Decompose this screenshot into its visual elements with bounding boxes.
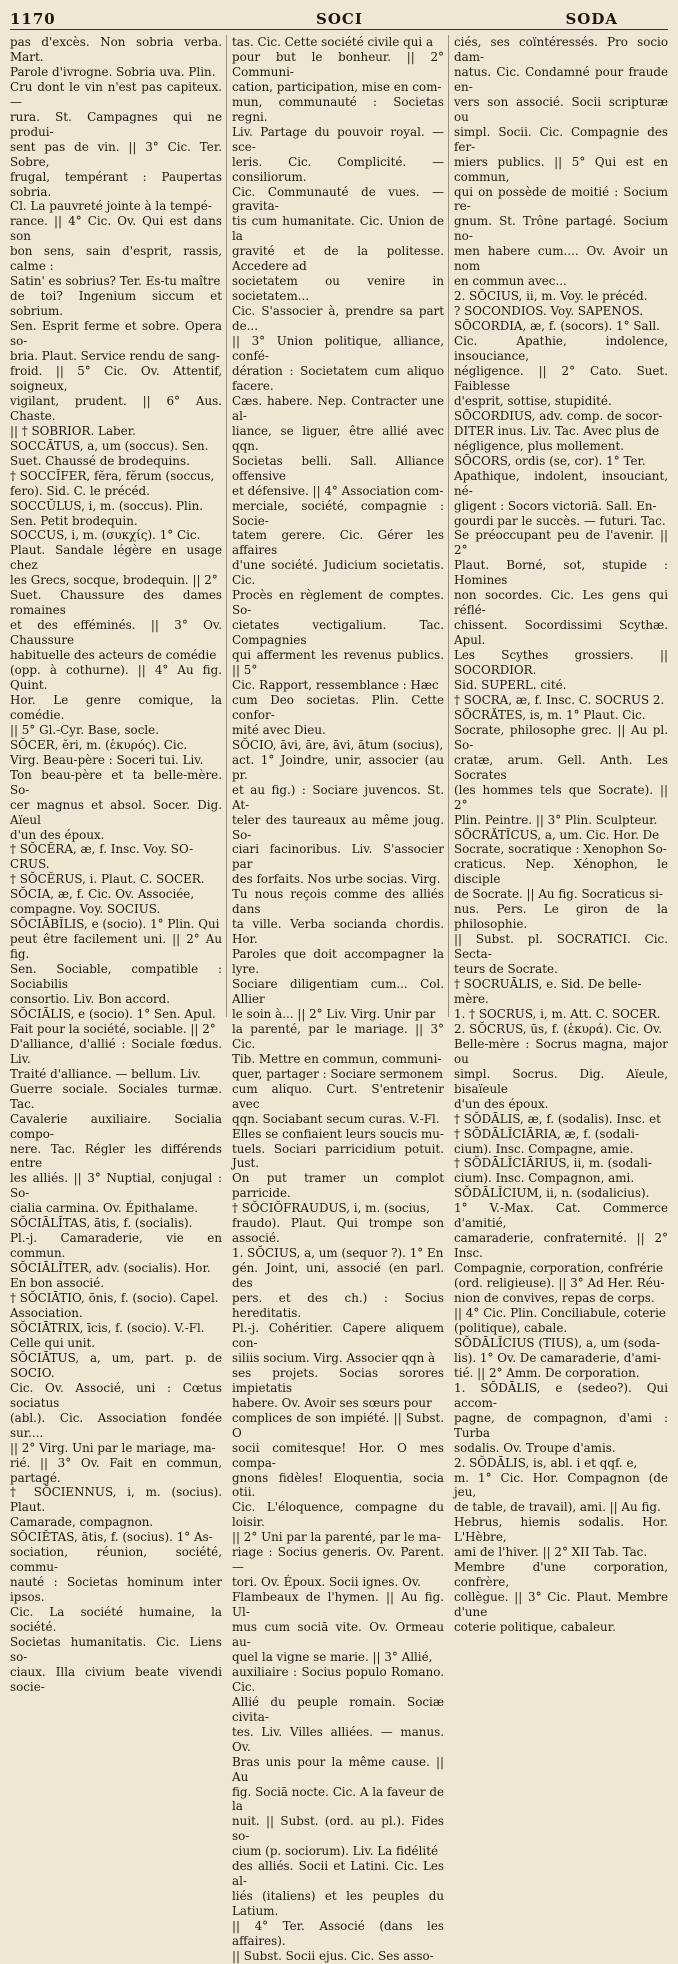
- column-left: [10, 35, 222, 1694]
- dictionary-line: cer magnus et absol. Socer. Dig. Aïeul: [10, 797, 222, 827]
- dictionary-line: Cæs. habere. Nep. Contracter une al-: [232, 393, 444, 423]
- dictionary-line: Cic. Ov. Associé, uni : Cœtus sociatus: [10, 1380, 222, 1410]
- dictionary-line: Hor. Le genre comique, la comédie.: [10, 692, 222, 722]
- page-number: 1170: [10, 10, 56, 28]
- dictionary-line: † SOCRA, æ, f. Insc. C. SOCRUS 2.: [454, 692, 665, 707]
- dictionary-line: fraudo). Plaut. Qui trompe son associé.: [232, 1216, 444, 1246]
- dictionary-line: Sociare diligentiam cum... Col. Allier: [232, 977, 444, 1006]
- dictionary-line: des forfaits. Nos urbe socias. Virg.: [232, 872, 441, 887]
- dictionary-line: Societas humanitatis. Cic. Liens so-: [10, 1634, 222, 1664]
- dictionary-line: Elles se confiaient leurs soucis mu-: [232, 1126, 444, 1141]
- dictionary-line: cium (p. sociorum). Liv. La fidélité: [232, 1844, 439, 1859]
- dictionary-line: Cic. Apathie, indolence, insouciance,: [454, 334, 668, 364]
- dictionary-line: quer, partager : Sociare sermonem: [232, 1066, 443, 1081]
- dictionary-line: SŎDĀLĬCIUM, ii, n. (sodalicius).: [454, 1186, 650, 1201]
- dictionary-line: pagne, de compagnon, d'ami : Turba: [454, 1410, 668, 1440]
- dictionary-line: SOCCĀTUS, a, um (soccus). Sen.: [10, 438, 209, 453]
- dictionary-line: 2. SŎCIUS, ii, m. Voy. le précéd.: [454, 289, 648, 304]
- dictionary-line: SŎCIĀTUS, a, um, part. p. de SOCIO.: [10, 1350, 222, 1380]
- dictionary-line: Suet. Chaussé de brodequins.: [10, 453, 190, 468]
- dictionary-line: Societas belli. Sall. Alliance offensive: [232, 453, 444, 483]
- dictionary-line: act. 1° Joindre, unir, associer (au pr.: [232, 752, 444, 782]
- dictionary-line: camaraderie, confraternité. || 2° Insc.: [454, 1231, 668, 1261]
- dictionary-line: || 4° Cic. Plin. Conciliabule, coterie: [454, 1306, 666, 1321]
- dictionary-line: tes. Liv. Villes alliées. — manus. Ov.: [232, 1724, 444, 1754]
- column-divider: [448, 35, 449, 1017]
- dictionary-line: collègue. || 3° Cic. Plaut. Membre d'une: [454, 1590, 668, 1620]
- dictionary-line: SŎCIĔTAS, ātis, f. (socius). 1° As-: [10, 1530, 213, 1545]
- dictionary-line: Cic. L'éloquence, compagne du loisir.: [232, 1500, 444, 1530]
- dictionary-line: 2. SŎDĀLIS, is, abl. i et qqf. e,: [454, 1455, 638, 1470]
- dictionary-line: Virg. Beau-père : Soceri tui. Liv.: [10, 752, 204, 767]
- column-right: [454, 35, 668, 1635]
- dictionary-line: pers. et des ch.) : Socius hereditatis.: [232, 1291, 444, 1321]
- dictionary-line: habere. Ov. Avoir ses sœurs pour: [232, 1395, 432, 1410]
- dictionary-line: gourdi par le succès. — futuri. Tac.: [454, 513, 666, 528]
- dictionary-line: (les hommes tels que Socrate). || 2°: [454, 782, 668, 812]
- dictionary-line: liance, se liguer, être allié avec qqn.: [232, 423, 444, 453]
- dictionary-line: cratæ, arum. Gell. Anth. Les Socrates: [454, 752, 668, 782]
- dictionary-line: men habere cum.... Ov. Avoir un nom: [454, 244, 668, 274]
- dictionary-line: SŎCIĀTRIX, īcis, f. (socio). V.-Fl.: [10, 1320, 205, 1335]
- dictionary-line: m. 1° Cic. Hor. Compagnon (de jeu,: [454, 1470, 668, 1500]
- dictionary-line: vigilant, prudent. || 6° Aus. Chaste.: [10, 393, 222, 423]
- dictionary-line: teurs de Socrate.: [454, 962, 558, 977]
- dictionary-line: cialia carmina. Ov. Épithalame.: [10, 1201, 199, 1216]
- dictionary-line: nere. Tac. Régler les différends entre: [10, 1141, 222, 1171]
- dictionary-line: complices de son impiété. || Subst. O: [232, 1410, 444, 1440]
- dictionary-line: cum Deo societas. Plin. Cette confor-: [232, 692, 444, 722]
- dictionary-line: Membre d'une corporation, confrère,: [454, 1560, 668, 1590]
- dictionary-line: SŎCIĀLIS, e (socio). 1° Sen. Apul.: [10, 1006, 216, 1021]
- dictionary-line: † SŎDĀLĬCIĀRIA, æ, f. (sodali-: [454, 1126, 640, 1141]
- dictionary-line: Celle qui unit.: [10, 1335, 96, 1350]
- dictionary-line: Cic. Communauté de vues. — gravita-: [232, 184, 444, 214]
- dictionary-line: † SOCCĬFER, fĕra, fĕrum (soccus,: [10, 468, 215, 483]
- dictionary-line: gligent : Socors victoriā. Sall. En-: [454, 498, 657, 513]
- dictionary-line: socii comitesque! Hor. O mes compa-: [232, 1440, 444, 1470]
- dictionary-line: auxiliaire : Socius populo Romano. Cic.: [232, 1664, 444, 1694]
- dictionary-line: (opp. à cothurne). || 4° Au fig. Quint.: [10, 663, 222, 692]
- dictionary-line: Procès en règlement de comptes. So-: [232, 588, 444, 618]
- dictionary-line: lis). 1° Ov. De camaraderie, d'ami-: [454, 1350, 661, 1365]
- dictionary-line: qqn. Sociabant secum curas. V.-Fl.: [232, 1111, 440, 1126]
- dictionary-line: † SŎCĔRA, æ, f. Insc. Voy. SO-: [10, 842, 194, 857]
- dictionary-line: Paroles que doit accompagner la lyre.: [232, 947, 444, 977]
- dictionary-line: en commun avec...: [454, 274, 567, 289]
- dictionary-line: Suet. Chaussure des dames romaines: [10, 588, 222, 618]
- dictionary-line: gnons fidèles! Eloquentia, socia otii.: [232, 1470, 444, 1500]
- dictionary-line: mun, communauté : Societas regni.: [232, 94, 444, 124]
- dictionary-line: teler des taureaux au même joug. So-: [232, 812, 444, 842]
- dictionary-line: † SŎCIĀTIO, ōnis, f. (socio). Capel.: [10, 1291, 219, 1306]
- dictionary-line: liés (italiens) et les peuples du Latium.: [232, 1889, 444, 1919]
- header-rule: [10, 29, 668, 30]
- dictionary-line: mité avec Dieu.: [232, 722, 326, 737]
- dictionary-line: SŎCER, ĕri, m. (ἑκυρός). Cic.: [10, 737, 188, 752]
- dictionary-line: Socrate, socratique : Xenophon So-: [454, 842, 667, 857]
- dictionary-line: tas. Cic. Cette société civile qui a: [232, 35, 434, 49]
- dictionary-line: 1. SŎCIUS, a, um (sequor ?). 1° En: [232, 1246, 444, 1261]
- dictionary-line: tis cum humanitate. Cic. Union de la: [232, 214, 444, 244]
- dictionary-line: pas d'excès. Non sobria verba. Mart.: [10, 35, 222, 64]
- dictionary-line: || 2° Uni par la parenté, par le ma-: [232, 1530, 441, 1545]
- dictionary-line: rura. St. Campagnes qui ne produi-: [10, 109, 222, 139]
- dictionary-line: SŎCIA, æ, f. Cic. Ov. Associée,: [10, 887, 195, 902]
- dictionary-line: Pl.-j. Cohéritier. Capere aliquem con-: [232, 1320, 444, 1350]
- dictionary-line: SOCCŬLUS, i, m. (soccus). Plin.: [10, 498, 204, 513]
- dictionary-line: vers son associé. Socii scripturæ ou: [454, 94, 668, 124]
- dictionary-line: de Socrate. || Au fig. Socraticus si-: [454, 887, 663, 902]
- dictionary-line: qui afferment les revenus publics. || 5°: [232, 648, 444, 678]
- dictionary-line: Plin. Peintre. || 3° Plin. Sculpteur.: [454, 812, 658, 827]
- dictionary-line: † SŎCIŎFRAUDUS, i, m. (socius,: [232, 1201, 430, 1216]
- dictionary-line: Compagnie, corporation, confrérie: [454, 1261, 664, 1276]
- dictionary-line: Belle-mère : Socrus magna, major ou: [454, 1036, 668, 1066]
- dictionary-line: Parole d'ivrogne. Sobria uva. Plin.: [10, 64, 216, 79]
- dictionary-line: Guerre sociale. Sociales turmæ. Tac.: [10, 1081, 222, 1111]
- dictionary-line: gnum. St. Trône partagé. Socium no-: [454, 214, 668, 244]
- dictionary-line: gén. Joint, uni, associé (en parl. des: [232, 1261, 444, 1291]
- dictionary-line: d'un des époux.: [10, 827, 105, 842]
- dictionary-line: et des efféminés. || 3° Ov. Chaussure: [10, 618, 222, 648]
- dictionary-line: rance. || 4° Cic. Ov. Qui est dans son: [10, 214, 222, 244]
- dictionary-line: sent pas de vin. || 3° Cic. Ter. Sobre,: [10, 139, 222, 169]
- dictionary-line: négligence, plus mollement.: [454, 438, 625, 453]
- dictionary-line: les alliés. || 3° Nuptial, conjugal : So-: [10, 1171, 222, 1201]
- dictionary-line: Sid. SUPERL. cité.: [454, 677, 567, 692]
- dictionary-line: simpl. Socrus. Dig. Aïeule, bisaïeule: [454, 1066, 668, 1096]
- dictionary-line: SŌCORDIA, æ, f. (socors). 1° Sall.: [454, 319, 660, 334]
- dictionary-line: SŎCIĀBĬLIS, e (socio). 1° Plin. Qui: [10, 917, 220, 932]
- dictionary-line: ciari facinoribus. Liv. S'associer par: [232, 842, 444, 872]
- dictionary-line: Cl. La pauvreté jointe à la tempé-: [10, 199, 212, 214]
- dictionary-line: d'esprit, sottise, stupidité.: [454, 393, 612, 408]
- dictionary-line: Sen. Petit brodequin.: [10, 513, 138, 528]
- dictionary-line: SŎCIO, āvi, āre, āvi, ātum (socius),: [232, 737, 444, 752]
- dictionary-line: ta ville. Verba socianda chordis. Hor.: [232, 917, 444, 947]
- dictionary-line: sociation, réunion, société, commu-: [10, 1545, 222, 1575]
- dictionary-line: gravité et de la politesse. Accedere ad: [232, 244, 444, 274]
- dictionary-line: † SŎDĀLĬCIĀRIUS, ii, m. (sodali-: [454, 1156, 652, 1171]
- dictionary-line: Tu nous reçois comme des alliés dans: [232, 887, 444, 917]
- dictionary-line: ses projets. Socias sorores impietatis: [232, 1365, 444, 1395]
- dictionary-line: || † SOBRIOR. Laber.: [10, 423, 136, 438]
- dictionary-line: les Grecs, socque, brodequin. || 2°: [10, 573, 218, 588]
- dictionary-line: || Subst. pl. SOCRATICI. Cic. Secta-: [454, 932, 668, 962]
- dictionary-line: qui on possède de moitié : Socium re-: [454, 184, 668, 214]
- dictionary-line: d'un des époux.: [454, 1096, 549, 1111]
- dictionary-line: cation, participation, mise en com-: [232, 79, 442, 94]
- dictionary-line: SŌCRĂTES, is, m. 1° Plaut. Cic.: [454, 707, 646, 722]
- dictionary-line: consortio. Liv. Bon accord.: [10, 992, 171, 1006]
- dictionary-line: la parenté, par le mariage. || 3° Cic.: [232, 1021, 444, 1051]
- dictionary-line: leris. Cic. Complicité. — consiliorum.: [232, 154, 444, 184]
- dictionary-line: Plaut. Borné, sot, stupide : Homines: [454, 558, 668, 588]
- dictionary-line: le soin à... || 2° Liv. Virg. Unir par: [232, 1006, 436, 1021]
- dictionary-line: cietates vectigalium. Tac. Compagnies: [232, 618, 444, 648]
- dictionary-line: quel la vigne se marie. || 3° Allié,: [232, 1649, 433, 1664]
- dictionary-line: † SŎCĔRUS, i. Plaut. C. SOCER.: [10, 872, 205, 887]
- dictionary-line: craticus. Nep. Xénophon, le disciple: [454, 857, 668, 887]
- dictionary-line: SŌCORS, ordis (se, cor). 1° Ter.: [454, 453, 646, 468]
- dictionary-line: des alliés. Socii et Latini. Cic. Les al-: [232, 1859, 444, 1889]
- dictionary-line: fig. Sociā nocte. Cic. A la faveur de la: [232, 1784, 444, 1814]
- dictionary-line: SOCCUS, i, m. (συκχίς). 1° Cic.: [10, 528, 201, 543]
- dictionary-line: pour but le bonheur. || 2° Communi-: [232, 49, 444, 79]
- dictionary-line: Fait pour la société, sociable. || 2°: [10, 1021, 216, 1036]
- dictionary-line: cum aliquo. Curt. S'entretenir avec: [232, 1081, 444, 1111]
- dictionary-line: Se préoccupant peu de l'avenir. || 2°: [454, 528, 668, 558]
- dictionary-line: || 5° Gl.-Cyr. Base, socle.: [10, 722, 159, 737]
- dictionary-line: cium). Insc. Compagne, amie.: [454, 1141, 634, 1156]
- dictionary-line: societatem ou venire in societatem...: [232, 274, 444, 304]
- dictionary-line: et au fig.) : Sociare juvencos. St. At-: [232, 782, 444, 812]
- dictionary-line: CRUS.: [10, 857, 50, 872]
- dictionary-line: Cru dont le vin n'est pas capiteux. —: [10, 79, 222, 109]
- dictionary-line: coterie politique, cabaleur.: [454, 1620, 616, 1635]
- dictionary-line: merciale, société, compagnie : Socie-: [232, 498, 444, 528]
- dictionary-line: En bon associé.: [10, 1276, 105, 1291]
- dictionary-line: Flambeaux de l'hymen. || Au fig. Ul-: [232, 1590, 444, 1620]
- dictionary-line: SŎDĀLĬCIUS (TIUS), a, um (soda-: [454, 1335, 660, 1350]
- dictionary-line: Sen. Esprit ferme et sobre. Opera so-: [10, 319, 222, 349]
- dictionary-line: de table, de travail), ami. || Au fig.: [454, 1500, 661, 1515]
- dictionary-line: tori. Ov. Époux. Socii ignes. Ov.: [232, 1575, 421, 1590]
- column-middle: [232, 35, 444, 1963]
- dictionary-line: rié. || 3° Ov. Fait en commun, partagé.: [10, 1455, 222, 1485]
- dictionary-line: 1° V.-Max. Cat. Commerce d'amitié,: [454, 1201, 668, 1231]
- dictionary-line: cium). Insc. Compagnon, ami.: [454, 1171, 635, 1186]
- dictionary-line: Les Scythes grossiers. || SOCORDIOR.: [454, 648, 668, 678]
- dictionary-line: † SŎCIENNUS, i, m. (socius). Plaut.: [10, 1485, 222, 1515]
- dictionary-line: de toi? Ingenium siccum et sobrium.: [10, 289, 222, 319]
- dictionary-line: || Subst. Socii ejus. Cic. Ses asso-: [232, 1949, 434, 1963]
- dictionary-line: nus. Pers. Le giron de la philosophie.: [454, 902, 668, 932]
- dictionary-line: peut être facilement uni. || 2° Au fig.: [10, 932, 222, 962]
- dictionary-line: Cic. La société humaine, la société.: [10, 1605, 222, 1635]
- dictionary-line: ciaux. Illa civium beate vivendi socie-: [10, 1664, 222, 1694]
- dictionary-line: nauté : Societas hominum inter ipsos.: [10, 1575, 222, 1605]
- dictionary-line: bria. Plaut. Service rendu de sang-: [10, 349, 220, 364]
- page-header: [10, 10, 668, 28]
- dictionary-line: chissent. Socordissimi Scythæ. Apul.: [454, 618, 668, 648]
- column-divider: [226, 35, 227, 1017]
- dictionary-line: natus. Cic. Condamné pour fraude en-: [454, 64, 668, 94]
- dictionary-line: D'alliance, d'allié : Sociale fœdus. Liv.: [10, 1036, 222, 1066]
- dictionary-line: nuit. || Subst. (ord. au pl.). Fides so-: [232, 1814, 444, 1844]
- dictionary-line: (politique), cabale.: [454, 1320, 568, 1335]
- dictionary-line: Hebrus, hiemis sodalis. Hor. L'Hèbre,: [454, 1515, 668, 1545]
- dictionary-line: Bras unis pour la même cause. || Au: [232, 1754, 444, 1784]
- dictionary-line: dération : Societatem cum aliquo facere.: [232, 363, 444, 393]
- dictionary-line: riage : Socius generis. Ov. Parent. —: [232, 1545, 444, 1575]
- dictionary-line: SŎCIĀLĬTAS, ātis, f. (socialis).: [10, 1216, 193, 1231]
- dictionary-line: sodalis. Ov. Troupe d'amis.: [454, 1440, 616, 1455]
- dictionary-line: ciés, ses coïntéressés. Pro socio dam-: [454, 35, 668, 64]
- dictionary-line: (ord. religieuse). || 3° Ad Her. Réu-: [454, 1276, 665, 1291]
- dictionary-line: SŌCRĂTĬCUS, a, um. Cic. Hor. De: [454, 827, 660, 842]
- dictionary-line: SŌCORDIUS, adv. comp. de socor-: [454, 408, 663, 423]
- dictionary-line: Camarade, compagnon.: [10, 1515, 154, 1530]
- dictionary-line: 1. SŎDĀLIS, e (sedeo?). Qui accom-: [454, 1380, 668, 1410]
- dictionary-line: négligence. || 2° Cato. Suet. Faiblesse: [454, 363, 668, 393]
- dictionary-line: Apathique, indolent, insouciant, né-: [454, 468, 668, 498]
- dictionary-line: simpl. Socii. Cic. Compagnie des fer-: [454, 124, 668, 154]
- dictionary-line: On put tramer un complot parricide.: [232, 1171, 444, 1201]
- dictionary-line: DITER inus. Liv. Tac. Avec plus de: [454, 423, 660, 438]
- dictionary-line: Association.: [10, 1306, 83, 1321]
- dictionary-line: || 2° Virg. Uni par le mariage, ma-: [10, 1440, 216, 1455]
- dictionary-line: Cic. S'associer à, prendre sa part de...: [232, 304, 444, 334]
- dictionary-line: 2. SŎCRUS, ūs, f. (ἑκυρά). Cic. Ov.: [454, 1021, 663, 1036]
- dictionary-line: tuels. Sociari parricidium potuit. Just.: [232, 1141, 444, 1171]
- dictionary-line: Socrate, philosophe grec. || Au pl. So-: [454, 722, 668, 752]
- dictionary-line: Cavalerie auxiliaire. Socialia compo-: [10, 1111, 222, 1141]
- dictionary-line: Allié du peuple romain. Sociæ civita-: [232, 1694, 444, 1724]
- header-word-center: SOCI: [316, 10, 363, 28]
- dictionary-line: tié. || 2° Amm. De corporation.: [454, 1365, 640, 1380]
- dictionary-line: mère.: [454, 992, 489, 1006]
- dictionary-line: siliis socium. Virg. Associer qqn à: [232, 1350, 436, 1365]
- dictionary-line: non socordes. Cic. Les gens qui réflé-: [454, 588, 668, 618]
- dictionary-line: † SŎDĀLIS, æ, f. (sodalis). Insc. et: [454, 1111, 661, 1126]
- dictionary-line: Ton beau-père et ta belle-mère. So-: [10, 767, 222, 797]
- dictionary-line: Cic. Rapport, ressemblance : Hæc: [232, 677, 439, 692]
- dictionary-line: Traité d'alliance. — bellum. Liv.: [10, 1066, 201, 1081]
- dictionary-line: et défensive. || 4° Association com-: [232, 483, 444, 498]
- dictionary-line: † SOCRUĀLIS, e. Sid. De belle-: [454, 977, 642, 992]
- dictionary-line: bon sens, sain d'esprit, rassis, calme :: [10, 244, 222, 274]
- dictionary-line: Satin' es sobrius? Ter. Es-tu maître: [10, 274, 221, 289]
- header-word-right: SODA: [565, 10, 618, 28]
- dictionary-line: Sen. Sociable, compatible : Sociabilis: [10, 962, 222, 992]
- dictionary-line: (abl.). Cic. Association fondée sur....: [10, 1410, 222, 1440]
- dictionary-line: || 3° Union politique, alliance, confé-: [232, 334, 444, 364]
- dictionary-line: ? SOCONDIOS. Voy. SAPENOS.: [454, 304, 643, 319]
- dictionary-line: compagne. Voy. SOCIUS.: [10, 902, 161, 917]
- dictionary-line: Tib. Mettre en commun, communi-: [232, 1051, 442, 1066]
- dictionary-line: froid. || 5° Cic. Ov. Attentif, soigneux,: [10, 363, 222, 393]
- dictionary-line: frugal, tempérant : Paupertas sobria.: [10, 169, 222, 199]
- dictionary-line: Liv. Partage du pouvoir royal. — sce-: [232, 124, 444, 154]
- dictionary-line: fero). Sid. C. le précéd.: [10, 483, 150, 498]
- dictionary-line: Plaut. Sandale légère en usage chez: [10, 543, 222, 573]
- dictionary-line: mus cum sociā vite. Ov. Ormeau au-: [232, 1620, 444, 1649]
- dictionary-line: nion de convives, repas de corps.: [454, 1291, 655, 1306]
- dictionary-line: SŎCIĀLĬTER, adv. (socialis). Hor.: [10, 1261, 211, 1276]
- dictionary-line: || 4° Ter. Associé (dans les affaires).: [232, 1919, 444, 1949]
- dictionary-line: Pl.-j. Camaraderie, vie en commun.: [10, 1231, 222, 1261]
- dictionary-line: miers publics. || 5° Qui est en commun,: [454, 154, 668, 184]
- dictionary-line: tatem gerere. Cic. Gérer les affaires: [232, 528, 444, 558]
- dictionary-line: d'une société. Judicium societatis. Cic.: [232, 558, 444, 588]
- dictionary-line: 1. † SOCRUS, i, m. Att. C. SOCER.: [454, 1006, 661, 1021]
- dictionary-line: ami de l'hiver. || 2° XII Tab. Tac.: [454, 1545, 648, 1560]
- dictionary-line: habituelle des acteurs de comédie: [10, 648, 217, 663]
